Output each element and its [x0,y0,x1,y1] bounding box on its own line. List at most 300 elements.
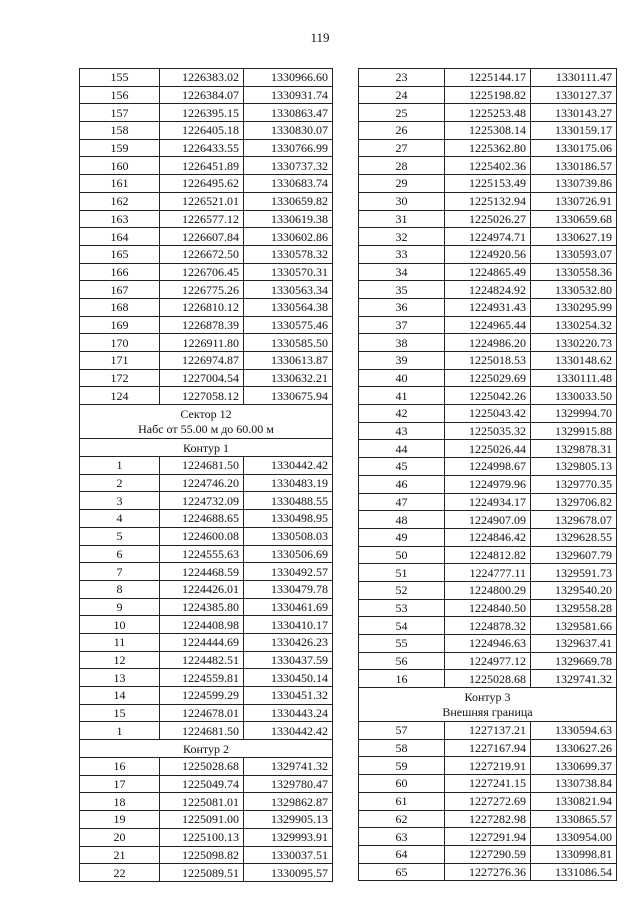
table-row [80,69,333,87]
x-coordinate: 1224878.32 [445,617,531,635]
x-coordinate: 1225402.36 [445,157,531,175]
section-header-line: Внешняя граница [442,704,533,719]
x-coordinate: 1226384.07 [160,86,244,104]
x-coordinate: 1224444.69 [160,633,244,651]
y-coordinate: 1330739.86 [531,175,617,193]
table-row [359,316,617,334]
point-number: 124 [80,387,160,405]
x-coordinate: 1226383.02 [160,69,244,87]
point-number: 27 [359,139,445,157]
point-number: 166 [80,263,160,281]
table-row [359,440,617,458]
table-row [80,474,333,492]
y-coordinate: 1330865.57 [531,810,617,828]
table-row [359,828,617,846]
table-row [359,175,617,193]
y-coordinate: 1329780.47 [244,775,333,793]
y-coordinate: 1330488.55 [244,492,333,510]
point-number: 7 [80,563,160,581]
point-number: 32 [359,228,445,246]
y-coordinate: 1330558.36 [531,263,617,281]
point-number: 56 [359,652,445,670]
x-coordinate: 1224974.71 [445,228,531,246]
table-row [359,422,617,440]
point-number: 23 [359,69,445,87]
y-coordinate: 1329591.73 [531,564,617,582]
table-row [80,864,333,882]
y-coordinate: 1330461.69 [244,598,333,616]
x-coordinate: 1225043.42 [445,405,531,423]
point-number: 5 [80,527,160,545]
x-coordinate: 1225132.94 [445,192,531,210]
table-row [359,564,617,582]
x-coordinate: 1225081.01 [160,793,244,811]
y-coordinate: 1329915.88 [531,422,617,440]
point-number: 170 [80,334,160,352]
table-row [80,828,333,846]
table-row [359,86,617,104]
table-row [80,598,333,616]
y-coordinate: 1329862.87 [244,793,333,811]
table-row [80,669,333,687]
point-number: 33 [359,245,445,263]
x-coordinate: 1224979.96 [445,475,531,493]
table-row [359,617,617,635]
x-coordinate: 1224678.01 [160,704,244,722]
y-coordinate: 1330443.24 [244,704,333,722]
point-number: 160 [80,157,160,175]
y-coordinate: 1330037.51 [244,846,333,864]
table-row [80,510,333,528]
x-coordinate: 1224599.29 [160,687,244,705]
y-coordinate: 1330594.63 [531,722,617,740]
point-number: 46 [359,475,445,493]
x-coordinate: 1224555.63 [160,545,244,563]
point-number: 44 [359,440,445,458]
x-coordinate: 1225091.00 [160,811,244,829]
x-coordinate: 1226672.50 [160,245,244,263]
point-number: 61 [359,792,445,810]
table-row [80,175,333,193]
y-coordinate: 1330095.57 [244,864,333,882]
section-header: Контур 2 [80,740,333,758]
y-coordinate: 1329706.82 [531,493,617,511]
y-coordinate: 1329540.20 [531,581,617,599]
x-coordinate: 1226451.89 [160,157,244,175]
point-number: 48 [359,511,445,529]
y-coordinate: 1330563.34 [244,281,333,299]
x-coordinate: 1224385.80 [160,598,244,616]
table-row [80,352,333,370]
x-coordinate: 1227004.54 [160,369,244,387]
y-coordinate: 1330437.59 [244,651,333,669]
table-row [359,157,617,175]
table-row [80,722,333,740]
point-number: 57 [359,722,445,740]
y-coordinate: 1330148.62 [531,352,617,370]
x-coordinate: 1226433.55 [160,139,244,157]
x-coordinate: 1226395.15 [160,104,244,122]
x-coordinate: 1224746.20 [160,474,244,492]
x-coordinate: 1224800.29 [445,581,531,599]
y-coordinate: 1330613.87 [244,352,333,370]
x-coordinate: 1227219.91 [445,757,531,775]
point-number: 15 [80,704,160,722]
y-coordinate: 1330143.27 [531,104,617,122]
y-coordinate: 1330508.03 [244,527,333,545]
x-coordinate: 1224777.11 [445,564,531,582]
x-coordinate: 1224840.50 [445,599,531,617]
y-coordinate: 1330442.42 [244,457,333,475]
y-coordinate: 1330726.91 [531,192,617,210]
point-number: 162 [80,192,160,210]
point-number: 59 [359,757,445,775]
y-coordinate: 1330683.74 [244,175,333,193]
coordinates-table-right [358,68,617,881]
point-number: 2 [80,474,160,492]
table-row [359,263,617,281]
point-number: 43 [359,422,445,440]
point-number: 49 [359,528,445,546]
table-row [80,228,333,246]
table-row [359,528,617,546]
x-coordinate: 1227058.12 [160,387,244,405]
table-row [359,599,617,617]
y-coordinate: 1330254.32 [531,316,617,334]
table-row [80,245,333,263]
x-coordinate: 1225100.13 [160,828,244,846]
x-coordinate: 1225049.74 [160,775,244,793]
x-coordinate: 1224998.67 [445,458,531,476]
table-row [80,704,333,722]
y-coordinate: 1330863.47 [244,104,333,122]
y-coordinate: 1329805.13 [531,458,617,476]
point-number: 45 [359,458,445,476]
table-row [80,527,333,545]
y-coordinate: 1330627.26 [531,739,617,757]
x-coordinate: 1225144.17 [445,69,531,87]
table-row [359,810,617,828]
table-row [359,387,617,405]
table-row [359,635,617,653]
section-header-line: Контур 3 [464,689,511,704]
point-number: 1 [80,722,160,740]
y-coordinate: 1330410.17 [244,616,333,634]
y-coordinate: 1329628.55 [531,528,617,546]
x-coordinate: 1225028.68 [160,758,244,776]
section-header-row [80,439,333,457]
point-number: 41 [359,387,445,405]
point-number: 36 [359,298,445,316]
table-row [80,633,333,651]
y-coordinate: 1329678.07 [531,511,617,529]
x-coordinate: 1224907.09 [445,511,531,529]
table-row [359,458,617,476]
point-number: 40 [359,369,445,387]
y-coordinate: 1330479.78 [244,580,333,598]
y-coordinate: 1330966.60 [244,69,333,87]
y-coordinate: 1330498.95 [244,510,333,528]
y-coordinate: 1330578.32 [244,245,333,263]
x-coordinate: 1225153.49 [445,175,531,193]
table-row [359,493,617,511]
x-coordinate: 1226706.45 [160,263,244,281]
table-row [359,863,617,881]
table-row [80,563,333,581]
point-number: 42 [359,405,445,423]
page-number: 119 [310,30,330,45]
table-row [80,687,333,705]
x-coordinate: 1225308.14 [445,122,531,140]
point-number: 55 [359,635,445,653]
table-row [80,387,333,405]
y-coordinate: 1330532.80 [531,281,617,299]
point-number: 29 [359,175,445,193]
point-number: 38 [359,334,445,352]
table-row [359,722,617,740]
section-header [80,405,333,439]
point-number: 28 [359,157,445,175]
table-row [80,545,333,563]
point-number: 155 [80,69,160,87]
y-coordinate: 1330738.84 [531,775,617,793]
section-header-row [80,740,333,758]
point-number: 12 [80,651,160,669]
point-number: 19 [80,811,160,829]
x-coordinate: 1227137.21 [445,722,531,740]
point-number: 156 [80,86,160,104]
x-coordinate: 1224986.20 [445,334,531,352]
x-coordinate: 1225098.82 [160,846,244,864]
y-coordinate: 1330220.73 [531,334,617,352]
section-header-line: Набс от 55.00 м до 60.00 м [138,421,274,436]
y-coordinate: 1330632.21 [244,369,333,387]
y-coordinate: 1330998.81 [531,845,617,863]
point-number: 159 [80,139,160,157]
y-coordinate: 1330593.07 [531,245,617,263]
y-coordinate: 1329669.78 [531,652,617,670]
y-coordinate: 1330737.32 [244,157,333,175]
point-number: 35 [359,281,445,299]
x-coordinate: 1225198.82 [445,86,531,104]
x-coordinate: 1224408.98 [160,616,244,634]
section-header: Контур 1 [80,439,333,457]
y-coordinate: 1330450.14 [244,669,333,687]
table-row [359,670,617,688]
x-coordinate: 1227282.98 [445,810,531,828]
x-coordinate: 1224965.44 [445,316,531,334]
table-row [359,122,617,140]
y-coordinate: 1330699.37 [531,757,617,775]
y-coordinate: 1330821.94 [531,792,617,810]
table-row [359,104,617,122]
x-coordinate: 1227241.15 [445,775,531,793]
table-row [80,263,333,281]
x-coordinate: 1224559.81 [160,669,244,687]
point-number: 47 [359,493,445,511]
y-coordinate: 1330483.19 [244,474,333,492]
point-number: 17 [80,775,160,793]
table-row [359,511,617,529]
x-coordinate: 1225026.44 [445,440,531,458]
x-coordinate: 1226521.01 [160,192,244,210]
y-coordinate: 1330659.68 [531,210,617,228]
point-number: 21 [80,846,160,864]
x-coordinate: 1224681.50 [160,722,244,740]
table-row [359,739,617,757]
x-coordinate: 1224688.65 [160,510,244,528]
point-number: 16 [80,758,160,776]
x-coordinate: 1224468.59 [160,563,244,581]
y-coordinate: 1330451.32 [244,687,333,705]
y-coordinate: 1329741.32 [244,758,333,776]
x-coordinate: 1224865.49 [445,263,531,281]
point-number: 168 [80,298,160,316]
point-number: 60 [359,775,445,793]
table-row [80,210,333,228]
table-row [359,546,617,564]
x-coordinate: 1226577.12 [160,210,244,228]
x-coordinate: 1225026.27 [445,210,531,228]
table-row [80,457,333,475]
y-coordinate: 1330619.38 [244,210,333,228]
y-coordinate: 1329637.41 [531,635,617,653]
table-row [80,580,333,598]
section-header [359,688,617,722]
table-row [80,192,333,210]
x-coordinate: 1224812.82 [445,546,531,564]
point-number: 39 [359,352,445,370]
y-coordinate: 1330766.99 [244,139,333,157]
table-row [359,228,617,246]
table-row [359,475,617,493]
point-number: 50 [359,546,445,564]
x-coordinate: 1226495.62 [160,175,244,193]
table-row [359,334,617,352]
point-number: 167 [80,281,160,299]
x-coordinate: 1224732.09 [160,492,244,510]
table-row [359,210,617,228]
y-coordinate: 1330564.38 [244,298,333,316]
table-row [359,69,617,87]
y-coordinate: 1330111.47 [531,69,617,87]
table-row [80,104,333,122]
x-coordinate: 1226607.84 [160,228,244,246]
table-row [80,334,333,352]
point-number: 58 [359,739,445,757]
x-coordinate: 1226974.87 [160,352,244,370]
point-number: 161 [80,175,160,193]
point-number: 11 [80,633,160,651]
point-number: 30 [359,192,445,210]
x-coordinate: 1225029.69 [445,369,531,387]
y-coordinate: 1330570.31 [244,263,333,281]
point-number: 16 [359,670,445,688]
table-row [80,298,333,316]
point-number: 171 [80,352,160,370]
table-row [359,139,617,157]
point-number: 26 [359,122,445,140]
x-coordinate: 1227290.59 [445,845,531,863]
y-coordinate: 1330627.19 [531,228,617,246]
point-number: 22 [80,864,160,882]
y-coordinate: 1329878.31 [531,440,617,458]
point-number: 13 [80,669,160,687]
y-coordinate: 1329607.79 [531,546,617,564]
table-row [80,758,333,776]
table-row [80,846,333,864]
coordinates-table-left [79,68,333,882]
x-coordinate: 1225035.32 [445,422,531,440]
y-coordinate: 1330186.57 [531,157,617,175]
y-coordinate: 1329993.91 [244,828,333,846]
table-row [80,139,333,157]
point-number: 4 [80,510,160,528]
point-number: 9 [80,598,160,616]
table-row [359,581,617,599]
y-coordinate: 1330492.57 [244,563,333,581]
x-coordinate: 1225089.51 [160,864,244,882]
x-coordinate: 1224977.12 [445,652,531,670]
y-coordinate: 1330033.50 [531,387,617,405]
y-coordinate: 1329741.32 [531,670,617,688]
point-number: 62 [359,810,445,828]
x-coordinate: 1225018.53 [445,352,531,370]
point-number: 31 [359,210,445,228]
table-row [80,492,333,510]
point-number: 10 [80,616,160,634]
point-number: 165 [80,245,160,263]
y-coordinate: 1331086.54 [531,863,617,881]
y-coordinate: 1329905.13 [244,811,333,829]
x-coordinate: 1227167.94 [445,739,531,757]
x-coordinate: 1224846.42 [445,528,531,546]
table-row [80,316,333,334]
section-header-line: Сектор 12 [180,406,232,421]
y-coordinate: 1330159.17 [531,122,617,140]
y-coordinate: 1330575.46 [244,316,333,334]
table-row [80,157,333,175]
point-number: 34 [359,263,445,281]
x-coordinate: 1227291.94 [445,828,531,846]
x-coordinate: 1225042.26 [445,387,531,405]
x-coordinate: 1225028.68 [445,670,531,688]
table-row [80,651,333,669]
x-coordinate: 1227272.69 [445,792,531,810]
y-coordinate: 1330111.48 [531,369,617,387]
x-coordinate: 1227276.36 [445,863,531,881]
point-number: 25 [359,104,445,122]
table-row [359,652,617,670]
x-coordinate: 1226775.26 [160,281,244,299]
y-coordinate: 1330659.82 [244,192,333,210]
table-row [359,192,617,210]
x-coordinate: 1226405.18 [160,122,244,140]
table-row [359,369,617,387]
y-coordinate: 1330506.69 [244,545,333,563]
x-coordinate: 1226911.80 [160,334,244,352]
x-coordinate: 1224426.01 [160,580,244,598]
y-coordinate: 1330426.23 [244,633,333,651]
point-number: 172 [80,369,160,387]
x-coordinate: 1224600.08 [160,527,244,545]
x-coordinate: 1226878.39 [160,316,244,334]
point-number: 53 [359,599,445,617]
x-coordinate: 1225362.80 [445,139,531,157]
x-coordinate: 1224824.92 [445,281,531,299]
x-coordinate: 1224920.56 [445,245,531,263]
y-coordinate: 1330442.42 [244,722,333,740]
